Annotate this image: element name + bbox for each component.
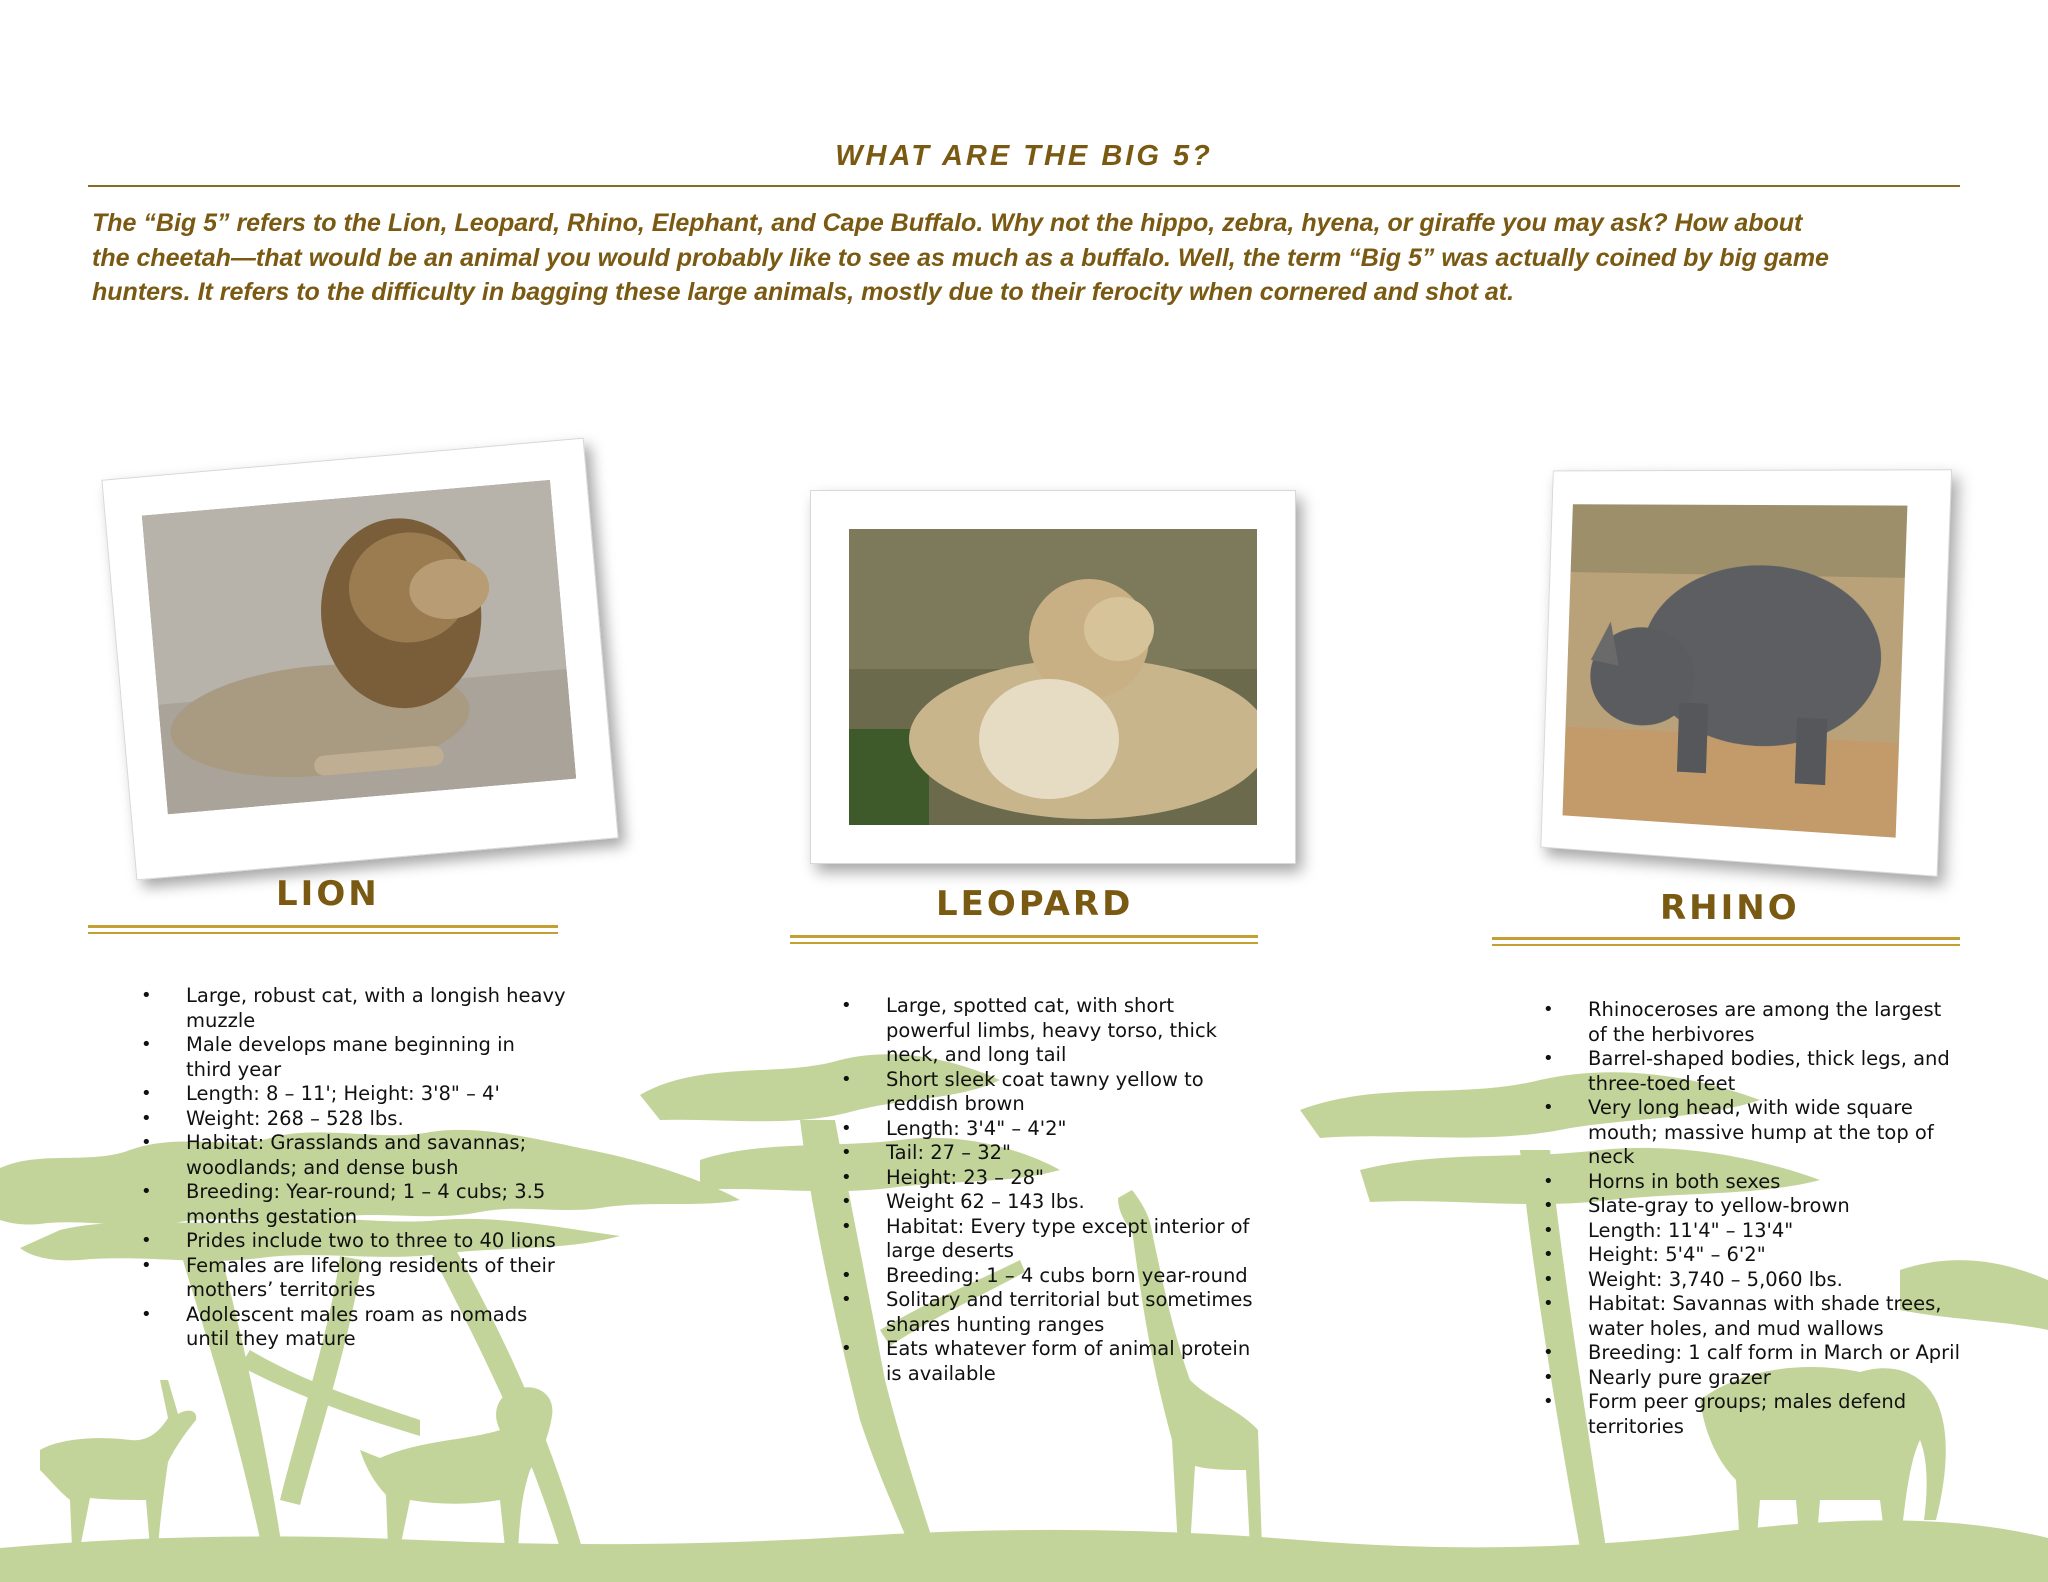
list-item: • Solitary and territorial but sometimes shares hunting ranges: [886, 1288, 1262, 1337]
list-item: • Eats whatever form of animal protein is available: [886, 1337, 1262, 1386]
list-item: • Short sleek coat tawny yellow to reddish brown: [886, 1068, 1262, 1117]
rhino-photo-frame: [1540, 469, 1952, 877]
rhino-photo: [1563, 504, 1908, 837]
list-item: • Form peer groups; males defend territories: [1588, 1390, 1964, 1439]
list-item: • Weight: 268 – 528 lbs.: [186, 1107, 566, 1132]
list-item: • Length: 3'4" – 4'2": [886, 1117, 1262, 1142]
list-item: • Barrel-shaped bodies, thick legs, and three-toed feet: [1588, 1047, 1964, 1096]
list-item: • Breeding: Year-round; 1 – 4 cubs; 3.5 months gestation: [186, 1180, 566, 1229]
lion-heading: LION: [276, 874, 380, 914]
list-item: • Adolescent males roam as nomads until they mature: [186, 1303, 566, 1352]
list-item: • Very long head, with wide square mouth; massive hump at the top of neck: [1588, 1096, 1964, 1170]
list-item: • Females are lifelong residents of their mothers’ territories: [186, 1254, 566, 1303]
list-item: • Breeding: 1 – 4 cubs born year-round: [886, 1264, 1262, 1289]
leopard-photo: [849, 529, 1257, 825]
rhino-heading-rule: [1492, 937, 1960, 946]
list-item: • Length: 11'4" – 13'4": [1588, 1219, 1964, 1244]
list-item: • Weight 62 – 143 lbs.: [886, 1190, 1262, 1215]
list-item: • Horns in both sexes: [1588, 1170, 1964, 1195]
lion-facts-list: [186, 984, 566, 1352]
leopard-facts-list: [886, 994, 1262, 1386]
rhino-photo-icon: [1563, 504, 1908, 837]
list-item: • Nearly pure grazer: [1588, 1366, 1964, 1391]
list-item: • Rhinoceroses are among the largest of the herbivores: [1588, 998, 1964, 1047]
lion-photo-frame: [101, 438, 618, 881]
rhino-facts-list: [1588, 998, 1964, 1439]
list-item: • Habitat: Every type except interior of large deserts: [886, 1215, 1262, 1264]
leopard-photo-frame: [810, 490, 1296, 864]
leopard-heading-rule: [790, 935, 1258, 944]
title-rule: [88, 185, 1960, 187]
list-item: • Length: 8 – 11'; Height: 3'8" – 4': [186, 1082, 566, 1107]
lion-photo-icon: [142, 480, 577, 815]
page-title: WHAT ARE THE BIG 5?: [835, 140, 1213, 172]
lion-heading-rule: [88, 925, 558, 934]
lion-photo: [142, 480, 577, 815]
list-item: • Large, spotted cat, with short powerful limbs, heavy torso, thick neck, and long tail: [886, 994, 1262, 1068]
rhino-heading: RHINO: [1660, 888, 1800, 928]
list-item: • Weight: 3,740 – 5,060 lbs.: [1588, 1268, 1964, 1293]
list-item: • Prides include two to three to 40 lions: [186, 1229, 566, 1254]
leopard-heading: LEOPARD: [936, 884, 1134, 924]
list-item: • Tail: 27 – 32": [886, 1141, 1262, 1166]
list-item: • Height: 23 – 28": [886, 1166, 1262, 1191]
list-item: • Breeding: 1 calf form in March or April: [1588, 1341, 1964, 1366]
list-item: • Slate-gray to yellow-brown: [1588, 1194, 1964, 1219]
list-item: • Habitat: Grasslands and savannas; woodlands; and dense bush: [186, 1131, 566, 1180]
leopard-photo-icon: [849, 529, 1257, 825]
list-item: • Male develops mane beginning in third year: [186, 1033, 566, 1082]
intro-paragraph: The “Big 5” refers to the Lion, Leopard, Rhino, Elephant, and Cape Buffalo. Why not the hippo, zebra, hyena, or giraffe you may ask? How about the cheetah—that would be an animal you would probably like to see as much as a buffalo. Well, the term “Big 5” was actually coined by big game hunters. It refers to the difficulty in bagging these large animals, mostly due to their ferocity when cornered and shot at.: [92, 209, 1829, 306]
list-item: • Large, robust cat, with a longish heavy muzzle: [186, 984, 566, 1033]
list-item: • Habitat: Savannas with shade trees, water holes, and mud wallows: [1588, 1292, 1964, 1341]
list-item: • Height: 5'4" – 6'2": [1588, 1243, 1964, 1268]
